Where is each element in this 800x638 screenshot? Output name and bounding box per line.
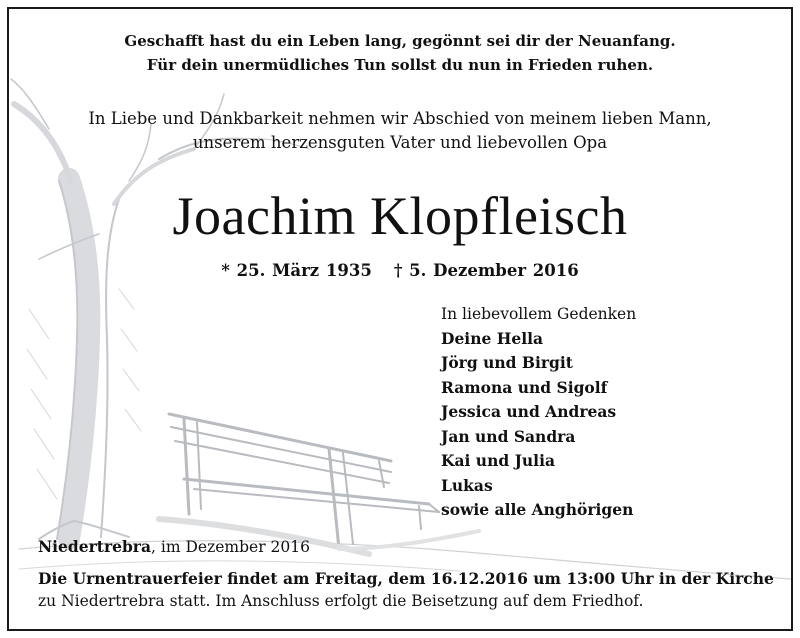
mourner-name: Jessica und Andreas xyxy=(441,402,617,421)
funeral-notice xyxy=(38,567,788,613)
birth-date: * 25. März 1935 xyxy=(221,261,372,280)
life-dates xyxy=(9,259,791,283)
intro-line-2: unserem herzensguten Vater und liebevollen Opa xyxy=(192,133,608,152)
place-date xyxy=(38,535,310,559)
motto-line-2: Für dein unermüdliches Tun sollst du nun in Frieden ruhen. xyxy=(146,56,654,74)
place-name: Niedertrebra xyxy=(38,537,152,556)
mourners-block xyxy=(441,302,781,523)
mourner-name: sowie alle Anghörigen xyxy=(441,500,634,519)
deceased-name: Joachim Klopfleisch xyxy=(172,186,628,246)
death-date: † 5. Dezember 2016 xyxy=(393,261,579,280)
motto xyxy=(9,29,791,77)
mourner-name: Kai und Julia xyxy=(441,451,555,470)
funeral-line-1: Die Urnentrauerfeier findet am Freitag, dem 16.12.2016 um 13:00 Uhr in der Kirche xyxy=(38,569,774,588)
mourner-name: Ramona und Sigolf xyxy=(441,377,608,397)
funeral-line-2: zu Niedertrebra statt. Im Anschluss erfolgt die Beisetzung auf dem Friedhof. xyxy=(38,592,644,610)
intro-text xyxy=(9,107,791,155)
mourner-name: Deine Hella xyxy=(441,328,544,348)
obituary-card xyxy=(7,7,793,631)
motto-line-1: Geschafft hast du ein Leben lang, gegönnt sei dir der Neuanfang. xyxy=(124,32,676,50)
intro-line-1: In Liebe und Dankbarkeit nehmen wir Abschied von meinem lieben Mann, xyxy=(88,109,712,128)
bench-sketch xyxy=(159,414,479,554)
mourner-name: Jörg und Birgit xyxy=(441,353,573,372)
date-text: , im Dezember 2016 xyxy=(151,538,310,556)
mourner-name: Lukas xyxy=(441,475,493,495)
mourners-list xyxy=(441,327,781,523)
mourners-heading: In liebevollem Gedenken xyxy=(441,305,637,323)
mourner-name: Jan und Sandra xyxy=(441,426,576,446)
